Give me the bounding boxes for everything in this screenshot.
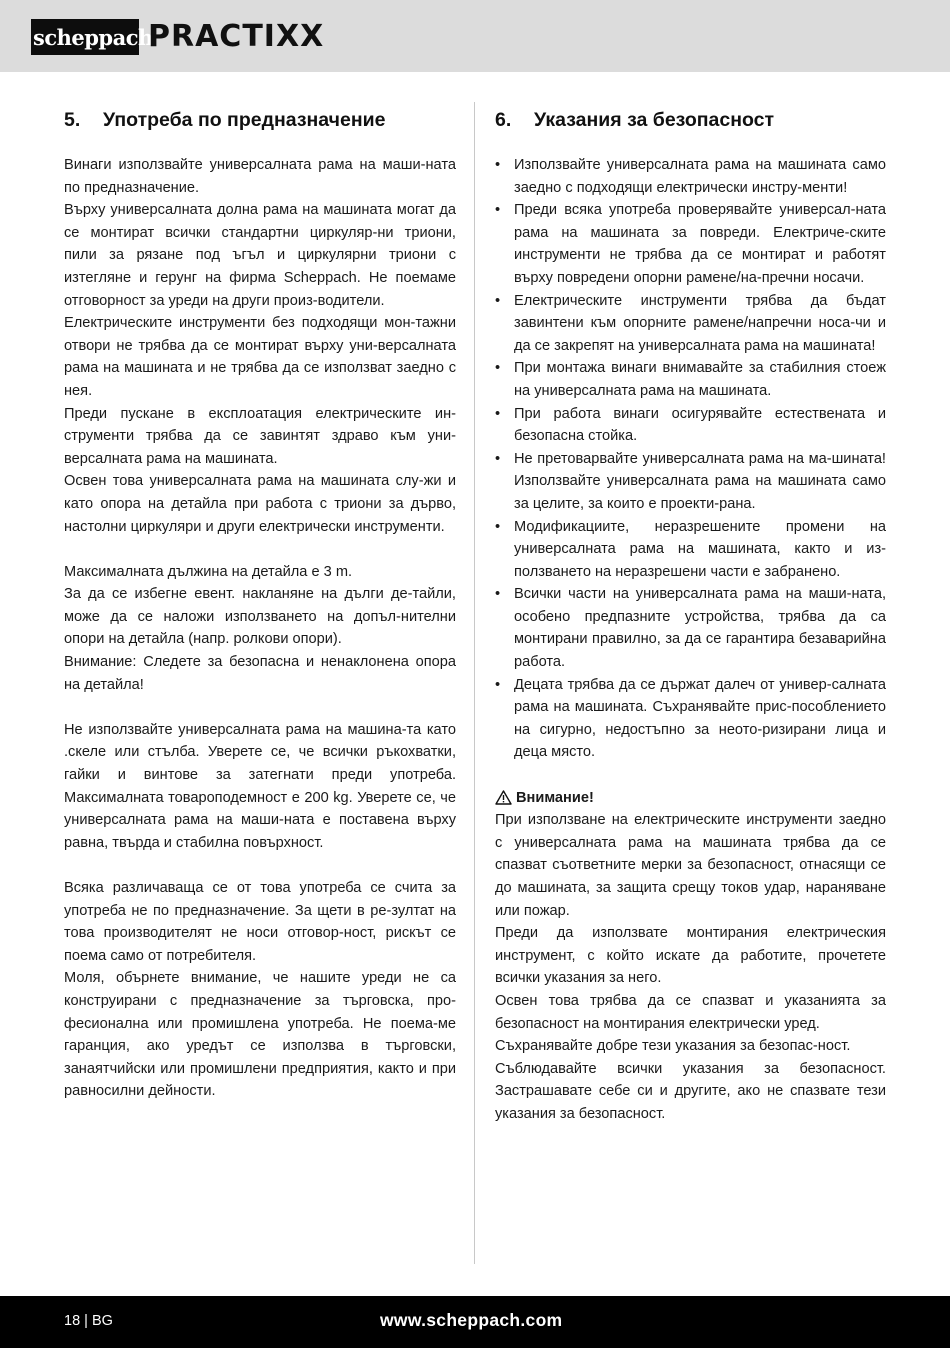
list-item: • При работа винаги осигурявайте естествената и безопасна стойка. [495, 403, 886, 448]
paragraph: Не използвайте универсалната рама на машина-та като .скеле или стълба. Уверете се, че всички ръкохватки, гайки и винтове за затегнати преди употреба. Максималната товароподемност е 200 kg. Уверете се, че универсалната рама на маши-ната е поставена върху равна, твърда и стабилна повърхност. [64, 721, 456, 851]
paragraph: Съхранявайте добре тези указания за безопас-ност. [495, 1038, 851, 1055]
paragraph: Съблюдавайте всички указания за безопасност. Застрашавате себе си и другите, ако не спазвате тези указания за безопасност. [495, 1060, 886, 1122]
paragraph: Всяка различаваща се от това употреба се счита за употреба не по предназначение. За щети в ре-зултат на това производителят не носи отговор-ност, рискът се поема само от потребителя. [64, 880, 456, 964]
bullet-icon: • [495, 202, 501, 219]
paragraph: Електрическите инструменти без подходящи мон-тажни отвори не трябва да се монтират върху уни-версалната рама на машината и не трябва да се използват заедно с нея. [64, 315, 456, 399]
bullet-icon: • [495, 518, 501, 535]
column-divider [474, 102, 475, 1264]
list-item: • Децата трябва да се държат далеч от универ-салната рама на машината. Съхранявайте прис-пособлението на сигурно, недостъпно за неото-ризирани лица и деца място. [495, 674, 886, 764]
bullet-icon: • [495, 157, 501, 173]
paragraph: Преди да използвате монтирания електрическия инструмент, с който искате да работите, прочетете всички указания за него. [495, 925, 886, 987]
warning-heading [495, 787, 886, 810]
scheppach-logo: scheppach [31, 19, 139, 55]
section-5-number: 5. [64, 109, 81, 131]
warning-title: Внимание! [516, 789, 594, 806]
safety-bullet-list [495, 154, 886, 764]
paragraph: Внимание: Следете за безопасна и ненаклонена опора на детайла! [64, 654, 456, 693]
bullet-icon: • [495, 360, 501, 377]
bullet-icon: • [495, 676, 501, 693]
bullet-icon: • [495, 292, 501, 309]
bullet-icon: • [495, 450, 501, 467]
list-item: • Използвайте универсалната рама на машината само заедно с подходящи електрически инстру-менти! [495, 154, 886, 199]
list-item: • Всички части на универсалната рама на маши-ната, особено предпазните устройства, трябва да са монтирани правилно, за да се гарантира безаварийна работа. [495, 583, 886, 673]
website-url: www.scheppach.com [380, 1310, 563, 1330]
list-item: • При монтажа винаги внимавайте за стабилния стоеж на универсалната рама на машината. [495, 357, 886, 402]
paragraph: При използване на електрическите инструменти заедно с универсалната рама на машината трябва да се спазват съответните мерки за безопасност, отнасящи се до машината, за защита срещу токов удар, нараняване или пожар. [495, 812, 886, 919]
paragraph: Преди пускане в експлоатация електрическите ин-струменти трябва да се завинтят здраво към уни-версалната рама на машината. [64, 405, 456, 467]
section-6-number: 6. [495, 109, 512, 131]
paragraph: Моля, обърнете внимание, че нашите уреди не са конструирани с предназначение за търговска, про-фесионална или промишлена употреба. Не поема-ме гаранция, ако уредът се използва в търговски, занаятчийски или промишлени предприятия, както и при равносилни дейности. [64, 970, 456, 1100]
list-item: • Електрическите инструменти трябва да бъдат завинтени към опорните рамене/напречни носа-чи и да се закрепят на универсалната рама на машината! [495, 290, 886, 358]
list-item: • Модификациите, неразрешените промени на универсалната рама на машината, както и из-ползването на неразрешени части е забранено. [495, 516, 886, 584]
list-item: • Не претоварвайте универсалната рама на ма-шината! Използвайте универсалната рама на машината само за целите, за които е проекти-рана. [495, 448, 886, 516]
paragraph: Винаги използвайте универсалната рама на маши-ната по предназначение. [64, 157, 456, 196]
page-number: 18 | BG [64, 1313, 113, 1329]
paragraph: Освен това трябва да се спазват и указанията за безопасност на монтирания електрически уред. [495, 992, 886, 1032]
bullet-icon: • [495, 405, 501, 422]
paragraph: Максималната дължина на детайла е 3 m. [64, 563, 353, 580]
practixx-logo: PRACTIXX [148, 19, 325, 54]
paragraph: За да се избегне евент. накланяне на дълги де-тайли, може да се наложи използването на допъл-нителни опори на детайла (напр. ролкови опори). [64, 586, 456, 648]
section-5-heading [64, 106, 456, 134]
paragraph: Освен това универсалната рама на машината слу-жи и като опора на детайла при работа с триони за дърво, настолни циркуляри и други електрически инструменти. [64, 473, 456, 535]
page-footer [0, 1296, 950, 1348]
section-6-heading [495, 106, 886, 134]
section-6-title: Указания за безопасност [534, 109, 775, 131]
warning-triangle-icon [495, 790, 512, 805]
page-header [0, 0, 950, 72]
paragraph: Върху универсалната долна рама на машината могат да се монтират всички стандартни циркуляр-ни триони, пили за рязане под ъгъл и циркулярни триони с изтегляне и герунг на фирма Scheppach. Не поемаме отговорност за уреди на други произ-водители. [64, 202, 456, 309]
right-column [495, 106, 886, 1126]
list-item: • Преди всяка употреба проверявайте универсал-ната рама на машината за повреди. Електриче-ските инструменти не трябва да се монтират и работят върху повредени опорни рамене/на-пречни носачи. [495, 199, 886, 289]
left-column [64, 106, 456, 1103]
section-5-title: Употреба по предназначение [103, 109, 386, 131]
bullet-icon: • [495, 586, 501, 603]
